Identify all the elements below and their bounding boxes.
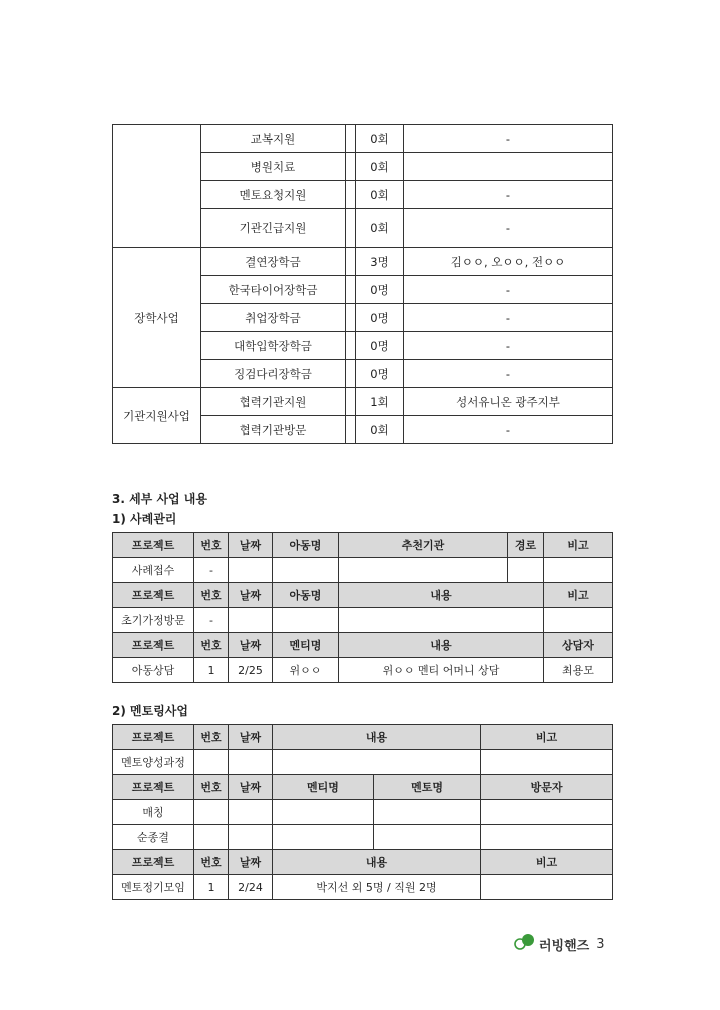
table-cell: 최용모 (544, 658, 613, 683)
table-cell: 멘토양성과정 (113, 750, 194, 775)
note-cell: 김ㅇㅇ, 오ㅇㅇ, 전ㅇㅇ (404, 248, 613, 276)
header-cell: 번호 (194, 533, 229, 558)
header-cell: 아동명 (273, 583, 339, 608)
note-cell: - (404, 360, 613, 388)
count-cell: 3명 (356, 248, 404, 276)
table-cell (229, 825, 273, 850)
table-cell (481, 825, 613, 850)
note-cell: - (404, 416, 613, 444)
table-cell: 위ㅇㅇ (273, 658, 339, 683)
note-cell (404, 153, 613, 181)
count-cell: 0회 (356, 181, 404, 209)
header-cell: 비고 (544, 533, 613, 558)
header-cell: 경로 (508, 533, 544, 558)
table-cell: 초기가정방문 (113, 608, 194, 633)
table-cell: 아동상담 (113, 658, 194, 683)
header-cell: 날짜 (229, 583, 273, 608)
item-cell: 결연장학금 (201, 248, 346, 276)
count-cell: 0회 (356, 153, 404, 181)
header-cell: 방문자 (481, 775, 613, 800)
table-cell (194, 825, 229, 850)
count-cell: 0회 (356, 416, 404, 444)
table-cell (544, 558, 613, 583)
table-cell (194, 750, 229, 775)
header-cell: 추천기관 (339, 533, 508, 558)
header-cell: 날짜 (229, 775, 273, 800)
table-cell (229, 558, 273, 583)
item-cell: 멘토요청지원 (201, 181, 346, 209)
header-cell: 번호 (194, 775, 229, 800)
header-cell: 날짜 (229, 850, 273, 875)
summary-table (112, 124, 613, 444)
table-cell: 박지선 외 5명 / 직원 2명 (273, 875, 481, 900)
table-cell (229, 800, 273, 825)
table-cell: 2/25 (229, 658, 273, 683)
item-cell: 교복지원 (201, 125, 346, 153)
table-cell (273, 800, 374, 825)
table-cell (229, 750, 273, 775)
case-management-table (112, 532, 613, 683)
footer (514, 932, 605, 956)
count-cell: 0회 (356, 209, 404, 248)
table-cell (374, 825, 481, 850)
table-cell: 사례접수 (113, 558, 194, 583)
count-cell: 0명 (356, 304, 404, 332)
note-cell: - (404, 125, 613, 153)
header-cell: 내용 (273, 725, 481, 750)
group-cell (113, 125, 201, 248)
page-number: 3 (596, 936, 605, 952)
subsection-title-case: 1) 사례관리 (112, 512, 177, 526)
item-cell: 대학입학장학금 (201, 332, 346, 360)
item-cell: 협력기관방문 (201, 416, 346, 444)
table-cell: - (194, 608, 229, 633)
header-cell: 비고 (481, 725, 613, 750)
group-cell: 기관지원사업 (113, 388, 201, 444)
item-cell: 병원치료 (201, 153, 346, 181)
hands-logo-icon (514, 932, 536, 956)
table-cell: 멘토정기모임 (113, 875, 194, 900)
table-cell (544, 608, 613, 633)
header-cell: 프로젝트 (113, 850, 194, 875)
count-cell: 0명 (356, 332, 404, 360)
header-cell: 프로젝트 (113, 533, 194, 558)
table-cell (339, 558, 508, 583)
table-cell (194, 800, 229, 825)
header-cell: 멘티명 (273, 775, 374, 800)
item-cell: 취업장학금 (201, 304, 346, 332)
note-cell: - (404, 276, 613, 304)
table-cell (273, 750, 481, 775)
header-cell: 내용 (339, 583, 544, 608)
header-cell: 번호 (194, 633, 229, 658)
header-cell: 프로젝트 (113, 583, 194, 608)
subsection-title-mentoring: 2) 멘토링사업 (112, 704, 188, 718)
table-cell: 순종결 (113, 825, 194, 850)
note-cell: - (404, 209, 613, 248)
table-cell (273, 825, 374, 850)
table-cell (481, 750, 613, 775)
table-cell: 1 (194, 875, 229, 900)
table-cell (481, 800, 613, 825)
table-cell: 1 (194, 658, 229, 683)
header-cell: 프로젝트 (113, 775, 194, 800)
table-cell (273, 558, 339, 583)
header-cell: 비고 (481, 850, 613, 875)
header-cell: 프로젝트 (113, 633, 194, 658)
table-cell: 위ㅇㅇ 멘티 어머니 상담 (339, 658, 544, 683)
item-cell: 한국타이어장학금 (201, 276, 346, 304)
table-cell: 2/24 (229, 875, 273, 900)
header-cell: 아동명 (273, 533, 339, 558)
mentoring-table (112, 724, 613, 900)
table-cell (481, 875, 613, 900)
header-cell: 멘티명 (273, 633, 339, 658)
table-cell (229, 608, 273, 633)
note-cell: 성서유니온 광주지부 (404, 388, 613, 416)
group-cell: 장학사업 (113, 248, 201, 388)
section-title: 3. 세부 사업 내용 (112, 492, 207, 506)
header-cell: 내용 (339, 633, 544, 658)
note-cell: - (404, 181, 613, 209)
item-cell: 징검다리장학금 (201, 360, 346, 388)
table-cell: 매칭 (113, 800, 194, 825)
header-cell: 프로젝트 (113, 725, 194, 750)
note-cell: - (404, 332, 613, 360)
item-cell: 기관긴급지원 (201, 209, 346, 248)
count-cell: 0명 (356, 276, 404, 304)
brand-name: 러빙핸즈 (539, 938, 590, 954)
header-cell: 내용 (273, 850, 481, 875)
header-cell: 번호 (194, 850, 229, 875)
table-cell (374, 800, 481, 825)
count-cell: 0명 (356, 360, 404, 388)
header-cell: 날짜 (229, 633, 273, 658)
header-cell: 멘토명 (374, 775, 481, 800)
header-cell: 번호 (194, 583, 229, 608)
header-cell: 번호 (194, 725, 229, 750)
header-cell: 날짜 (229, 533, 273, 558)
header-cell: 비고 (544, 583, 613, 608)
item-cell: 협력기관지원 (201, 388, 346, 416)
table-cell: - (194, 558, 229, 583)
header-cell: 날짜 (229, 725, 273, 750)
table-cell (339, 608, 544, 633)
table-cell (273, 608, 339, 633)
count-cell: 0회 (356, 125, 404, 153)
note-cell: - (404, 304, 613, 332)
count-cell: 1회 (356, 388, 404, 416)
header-cell: 상담자 (544, 633, 613, 658)
table-cell (508, 558, 544, 583)
